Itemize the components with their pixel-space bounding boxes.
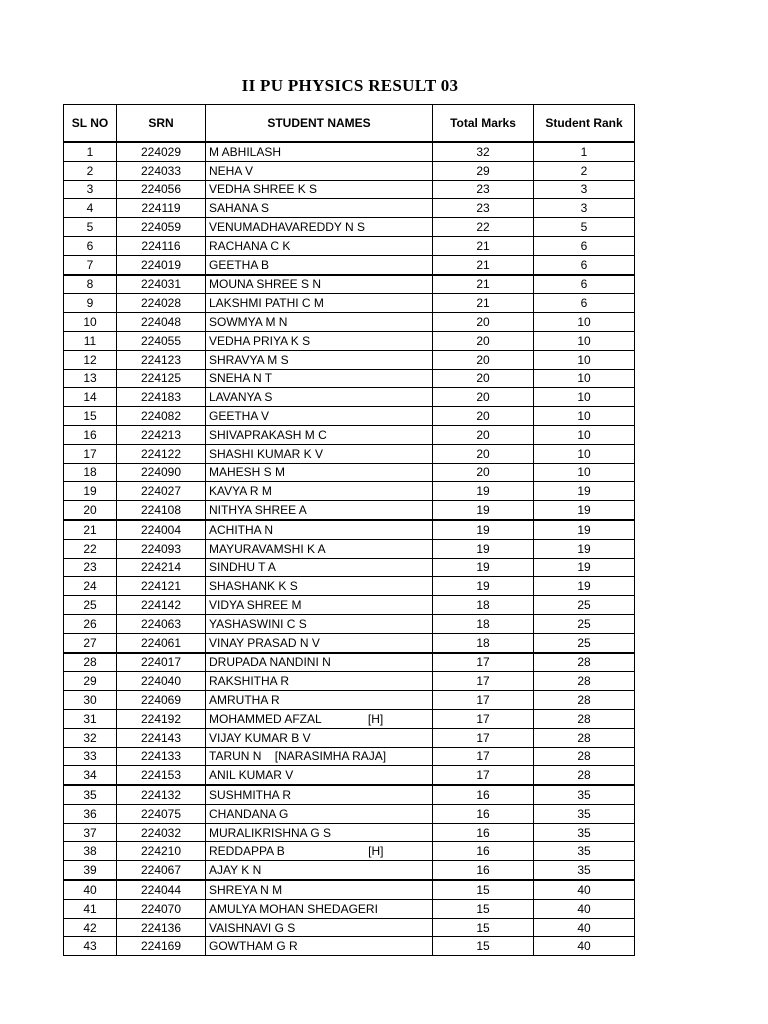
- cell-student-name: NITHYA SHREE A: [206, 501, 433, 520]
- cell-total-marks: 20: [433, 463, 534, 482]
- cell-student-name: AMULYA MOHAN SHEDAGERI: [206, 899, 433, 918]
- cell-student-name: VAISHNAVI G S: [206, 918, 433, 937]
- cell-sl-no: 13: [64, 369, 117, 388]
- cell-student-name: ACHITHA N: [206, 520, 433, 539]
- cell-srn: 224055: [117, 331, 206, 350]
- cell-sl-no: 15: [64, 407, 117, 426]
- cell-student-rank: 6: [534, 236, 635, 255]
- cell-student-name: SAHANA S: [206, 199, 433, 218]
- table-row: [64, 804, 635, 823]
- cell-total-marks: 15: [433, 937, 534, 956]
- header-row: [64, 105, 635, 143]
- cell-student-name: MAHESH S M: [206, 463, 433, 482]
- cell-total-marks: 17: [433, 728, 534, 747]
- cell-sl-no: 18: [64, 463, 117, 482]
- cell-srn: 224169: [117, 937, 206, 956]
- header-sl-no: SL NO: [64, 105, 117, 143]
- cell-total-marks: 20: [433, 313, 534, 332]
- cell-sl-no: 29: [64, 672, 117, 691]
- cell-student-rank: 10: [534, 331, 635, 350]
- cell-student-rank: 28: [534, 766, 635, 785]
- header-student-rank: Student Rank: [534, 105, 635, 143]
- page-title: II PU PHYSICS RESULT 03: [241, 76, 459, 95]
- cell-total-marks: 19: [433, 577, 534, 596]
- table-row: [64, 653, 635, 672]
- header-srn: SRN: [117, 105, 206, 143]
- cell-student-rank: 35: [534, 804, 635, 823]
- cell-sl-no: 30: [64, 691, 117, 710]
- cell-sl-no: 41: [64, 899, 117, 918]
- cell-srn: 224029: [117, 142, 206, 161]
- cell-student-rank: 10: [534, 369, 635, 388]
- cell-total-marks: 18: [433, 596, 534, 615]
- cell-student-rank: 3: [534, 199, 635, 218]
- table-row: [64, 236, 635, 255]
- cell-sl-no: 40: [64, 880, 117, 899]
- cell-student-rank: 28: [534, 747, 635, 766]
- cell-student-rank: 10: [534, 388, 635, 407]
- cell-student-name: KAVYA R M: [206, 482, 433, 501]
- cell-total-marks: 16: [433, 861, 534, 880]
- cell-student-rank: 40: [534, 899, 635, 918]
- cell-srn: 224119: [117, 199, 206, 218]
- cell-student-rank: 35: [534, 823, 635, 842]
- cell-srn: 224090: [117, 463, 206, 482]
- cell-student-rank: 6: [534, 255, 635, 274]
- table-row: [64, 501, 635, 520]
- table-row: [64, 539, 635, 558]
- cell-total-marks: 16: [433, 823, 534, 842]
- cell-srn: 224056: [117, 180, 206, 199]
- cell-student-name: SHIVAPRAKASH M C: [206, 425, 433, 444]
- table-row: [64, 294, 635, 313]
- table-row: [64, 275, 635, 294]
- table-row: [64, 142, 635, 161]
- table-row: [64, 180, 635, 199]
- cell-total-marks: 15: [433, 918, 534, 937]
- cell-student-rank: 25: [534, 633, 635, 652]
- cell-total-marks: 20: [433, 331, 534, 350]
- cell-srn: 224063: [117, 614, 206, 633]
- table-row: [64, 218, 635, 237]
- cell-total-marks: 16: [433, 804, 534, 823]
- table-row: [64, 369, 635, 388]
- cell-student-name: VIJAY KUMAR B V: [206, 728, 433, 747]
- cell-total-marks: 20: [433, 350, 534, 369]
- cell-total-marks: 20: [433, 369, 534, 388]
- cell-srn: 224116: [117, 236, 206, 255]
- cell-sl-no: 9: [64, 294, 117, 313]
- cell-student-rank: 10: [534, 313, 635, 332]
- cell-student-rank: 19: [534, 558, 635, 577]
- cell-student-name: SINDHU T A: [206, 558, 433, 577]
- cell-student-name: SHREYA N M: [206, 880, 433, 899]
- cell-srn: 224061: [117, 633, 206, 652]
- cell-student-name: GEETHA V: [206, 407, 433, 426]
- cell-sl-no: 8: [64, 275, 117, 294]
- cell-sl-no: 17: [64, 444, 117, 463]
- header-total-marks: Total Marks: [433, 105, 534, 143]
- cell-student-name: SHRAVYA M S: [206, 350, 433, 369]
- cell-sl-no: 14: [64, 388, 117, 407]
- cell-student-name: DRUPADA NANDINI N: [206, 653, 433, 672]
- cell-student-name: SUSHMITHA R: [206, 785, 433, 804]
- cell-student-rank: 10: [534, 425, 635, 444]
- header-student-names: STUDENT NAMES: [206, 105, 433, 143]
- cell-srn: 224108: [117, 501, 206, 520]
- cell-total-marks: 18: [433, 614, 534, 633]
- cell-srn: 224017: [117, 653, 206, 672]
- table-row: [64, 313, 635, 332]
- cell-student-rank: 35: [534, 861, 635, 880]
- cell-sl-no: 25: [64, 596, 117, 615]
- table-row: [64, 937, 635, 956]
- cell-sl-no: 33: [64, 747, 117, 766]
- table-row: [64, 407, 635, 426]
- cell-sl-no: 1: [64, 142, 117, 161]
- table-row: [64, 728, 635, 747]
- cell-srn: 224093: [117, 539, 206, 558]
- table-row: [64, 861, 635, 880]
- cell-sl-no: 31: [64, 709, 117, 728]
- cell-sl-no: 5: [64, 218, 117, 237]
- cell-total-marks: 32: [433, 142, 534, 161]
- cell-student-name: TARUN N [NARASIMHA RAJA]: [206, 747, 433, 766]
- cell-student-name: VIDYA SHREE M: [206, 596, 433, 615]
- cell-student-rank: 19: [534, 520, 635, 539]
- cell-srn: 224019: [117, 255, 206, 274]
- cell-total-marks: 29: [433, 161, 534, 180]
- table-row: [64, 709, 635, 728]
- table-row: [64, 350, 635, 369]
- cell-srn: 224210: [117, 842, 206, 861]
- cell-total-marks: 23: [433, 180, 534, 199]
- cell-student-rank: 35: [534, 785, 635, 804]
- cell-student-name: ANIL KUMAR V: [206, 766, 433, 785]
- cell-total-marks: 21: [433, 275, 534, 294]
- cell-srn: 224123: [117, 350, 206, 369]
- cell-total-marks: 23: [433, 199, 534, 218]
- table-row: [64, 614, 635, 633]
- table-row: [64, 331, 635, 350]
- cell-student-rank: 40: [534, 918, 635, 937]
- table-row: [64, 842, 635, 861]
- cell-sl-no: 16: [64, 425, 117, 444]
- cell-student-rank: 6: [534, 275, 635, 294]
- table-row: [64, 672, 635, 691]
- cell-sl-no: 43: [64, 937, 117, 956]
- cell-srn: 224133: [117, 747, 206, 766]
- cell-student-rank: 35: [534, 842, 635, 861]
- cell-total-marks: 20: [433, 444, 534, 463]
- cell-sl-no: 36: [64, 804, 117, 823]
- cell-srn: 224192: [117, 709, 206, 728]
- cell-student-name: AMRUTHA R: [206, 691, 433, 710]
- cell-total-marks: 17: [433, 766, 534, 785]
- cell-srn: 224075: [117, 804, 206, 823]
- table-body: [64, 142, 635, 956]
- table-row: [64, 785, 635, 804]
- cell-total-marks: 19: [433, 539, 534, 558]
- cell-sl-no: 28: [64, 653, 117, 672]
- cell-sl-no: 3: [64, 180, 117, 199]
- cell-student-name: VEDHA PRIYA K S: [206, 331, 433, 350]
- cell-student-name: MOUNA SHREE S N: [206, 275, 433, 294]
- cell-student-rank: 10: [534, 407, 635, 426]
- cell-student-name: SOWMYA M N: [206, 313, 433, 332]
- cell-srn: 224044: [117, 880, 206, 899]
- cell-sl-no: 19: [64, 482, 117, 501]
- cell-sl-no: 39: [64, 861, 117, 880]
- cell-total-marks: 17: [433, 747, 534, 766]
- cell-student-name: SNEHA N T: [206, 369, 433, 388]
- cell-student-name: GEETHA B: [206, 255, 433, 274]
- cell-student-rank: 2: [534, 161, 635, 180]
- cell-srn: 224082: [117, 407, 206, 426]
- table-row: [64, 482, 635, 501]
- table-row: [64, 766, 635, 785]
- cell-total-marks: 22: [433, 218, 534, 237]
- cell-total-marks: 17: [433, 672, 534, 691]
- table-row: [64, 558, 635, 577]
- cell-total-marks: 16: [433, 842, 534, 861]
- cell-total-marks: 21: [433, 236, 534, 255]
- table-row: [64, 691, 635, 710]
- cell-sl-no: 42: [64, 918, 117, 937]
- cell-total-marks: 21: [433, 294, 534, 313]
- cell-sl-no: 34: [64, 766, 117, 785]
- cell-sl-no: 6: [64, 236, 117, 255]
- cell-total-marks: 17: [433, 653, 534, 672]
- cell-total-marks: 20: [433, 388, 534, 407]
- cell-srn: 224143: [117, 728, 206, 747]
- cell-student-name: MURALIKRISHNA G S: [206, 823, 433, 842]
- table-row: [64, 899, 635, 918]
- cell-srn: 224183: [117, 388, 206, 407]
- cell-student-rank: 25: [534, 596, 635, 615]
- table-row: [64, 255, 635, 274]
- cell-total-marks: 15: [433, 880, 534, 899]
- cell-student-rank: 28: [534, 691, 635, 710]
- cell-sl-no: 12: [64, 350, 117, 369]
- cell-student-rank: 19: [534, 539, 635, 558]
- cell-total-marks: 18: [433, 633, 534, 652]
- cell-srn: 224048: [117, 313, 206, 332]
- cell-srn: 224028: [117, 294, 206, 313]
- cell-total-marks: 19: [433, 558, 534, 577]
- cell-sl-no: 23: [64, 558, 117, 577]
- cell-student-rank: 28: [534, 709, 635, 728]
- cell-student-name: MOHAMMED AFZAL [H]: [206, 709, 433, 728]
- cell-student-name: YASHASWINI C S: [206, 614, 433, 633]
- cell-student-name: RACHANA C K: [206, 236, 433, 255]
- table-row: [64, 747, 635, 766]
- cell-total-marks: 15: [433, 899, 534, 918]
- cell-student-name: VINAY PRASAD N V: [206, 633, 433, 652]
- cell-student-rank: 10: [534, 463, 635, 482]
- cell-srn: 224214: [117, 558, 206, 577]
- cell-srn: 224132: [117, 785, 206, 804]
- cell-student-name: CHANDANA G: [206, 804, 433, 823]
- cell-sl-no: 21: [64, 520, 117, 539]
- cell-student-name: M ABHILASH: [206, 142, 433, 161]
- cell-total-marks: 17: [433, 691, 534, 710]
- cell-sl-no: 4: [64, 199, 117, 218]
- cell-srn: 224004: [117, 520, 206, 539]
- cell-student-name: RAKSHITHA R: [206, 672, 433, 691]
- table-row: [64, 918, 635, 937]
- table-row: [64, 161, 635, 180]
- cell-student-rank: 25: [534, 614, 635, 633]
- cell-student-rank: 40: [534, 937, 635, 956]
- table-row: [64, 388, 635, 407]
- cell-srn: 224031: [117, 275, 206, 294]
- cell-student-rank: 10: [534, 350, 635, 369]
- cell-student-name: MAYURAVAMSHI K A: [206, 539, 433, 558]
- cell-student-name: SHASHI KUMAR K V: [206, 444, 433, 463]
- cell-srn: 224122: [117, 444, 206, 463]
- cell-total-marks: 21: [433, 255, 534, 274]
- cell-total-marks: 20: [433, 425, 534, 444]
- cell-student-name: SHASHANK K S: [206, 577, 433, 596]
- cell-total-marks: 17: [433, 709, 534, 728]
- cell-srn: 224142: [117, 596, 206, 615]
- cell-srn: 224125: [117, 369, 206, 388]
- cell-student-rank: 6: [534, 294, 635, 313]
- cell-srn: 224121: [117, 577, 206, 596]
- cell-sl-no: 2: [64, 161, 117, 180]
- cell-srn: 224070: [117, 899, 206, 918]
- table-row: [64, 880, 635, 899]
- cell-srn: 224153: [117, 766, 206, 785]
- result-table: [63, 104, 635, 956]
- table-row: [64, 520, 635, 539]
- cell-student-name: GOWTHAM G R: [206, 937, 433, 956]
- cell-student-rank: 28: [534, 728, 635, 747]
- cell-sl-no: 7: [64, 255, 117, 274]
- cell-student-rank: 19: [534, 577, 635, 596]
- table-row: [64, 444, 635, 463]
- cell-student-name: VEDHA SHREE K S: [206, 180, 433, 199]
- cell-sl-no: 37: [64, 823, 117, 842]
- cell-student-rank: 28: [534, 653, 635, 672]
- cell-student-rank: 1: [534, 142, 635, 161]
- table-row: [64, 199, 635, 218]
- cell-student-name: LAVANYA S: [206, 388, 433, 407]
- cell-srn: 224027: [117, 482, 206, 501]
- cell-srn: 224067: [117, 861, 206, 880]
- cell-sl-no: 32: [64, 728, 117, 747]
- cell-student-rank: 3: [534, 180, 635, 199]
- cell-student-name: NEHA V: [206, 161, 433, 180]
- cell-sl-no: 35: [64, 785, 117, 804]
- cell-total-marks: 16: [433, 785, 534, 804]
- cell-sl-no: 27: [64, 633, 117, 652]
- cell-student-name: LAKSHMI PATHI C M: [206, 294, 433, 313]
- cell-student-rank: 19: [534, 501, 635, 520]
- cell-sl-no: 20: [64, 501, 117, 520]
- cell-srn: 224033: [117, 161, 206, 180]
- cell-sl-no: 24: [64, 577, 117, 596]
- cell-sl-no: 11: [64, 331, 117, 350]
- cell-student-rank: 40: [534, 880, 635, 899]
- cell-total-marks: 19: [433, 520, 534, 539]
- cell-student-rank: 5: [534, 218, 635, 237]
- cell-student-rank: 19: [534, 482, 635, 501]
- cell-student-rank: 10: [534, 444, 635, 463]
- table-row: [64, 463, 635, 482]
- table-row: [64, 425, 635, 444]
- cell-student-name: VENUMADHAVAREDDY N S: [206, 218, 433, 237]
- cell-total-marks: 19: [433, 501, 534, 520]
- cell-student-name: AJAY K N: [206, 861, 433, 880]
- cell-sl-no: 22: [64, 539, 117, 558]
- cell-student-name: REDDAPPA B [H]: [206, 842, 433, 861]
- table-row: [64, 577, 635, 596]
- cell-srn: 224213: [117, 425, 206, 444]
- cell-srn: 224059: [117, 218, 206, 237]
- cell-srn: 224069: [117, 691, 206, 710]
- table-row: [64, 633, 635, 652]
- cell-srn: 224032: [117, 823, 206, 842]
- cell-student-rank: 28: [534, 672, 635, 691]
- table-row: [64, 823, 635, 842]
- cell-srn: 224040: [117, 672, 206, 691]
- cell-sl-no: 10: [64, 313, 117, 332]
- cell-srn: 224136: [117, 918, 206, 937]
- table-row: [64, 596, 635, 615]
- cell-sl-no: 38: [64, 842, 117, 861]
- cell-sl-no: 26: [64, 614, 117, 633]
- cell-total-marks: 20: [433, 407, 534, 426]
- cell-total-marks: 19: [433, 482, 534, 501]
